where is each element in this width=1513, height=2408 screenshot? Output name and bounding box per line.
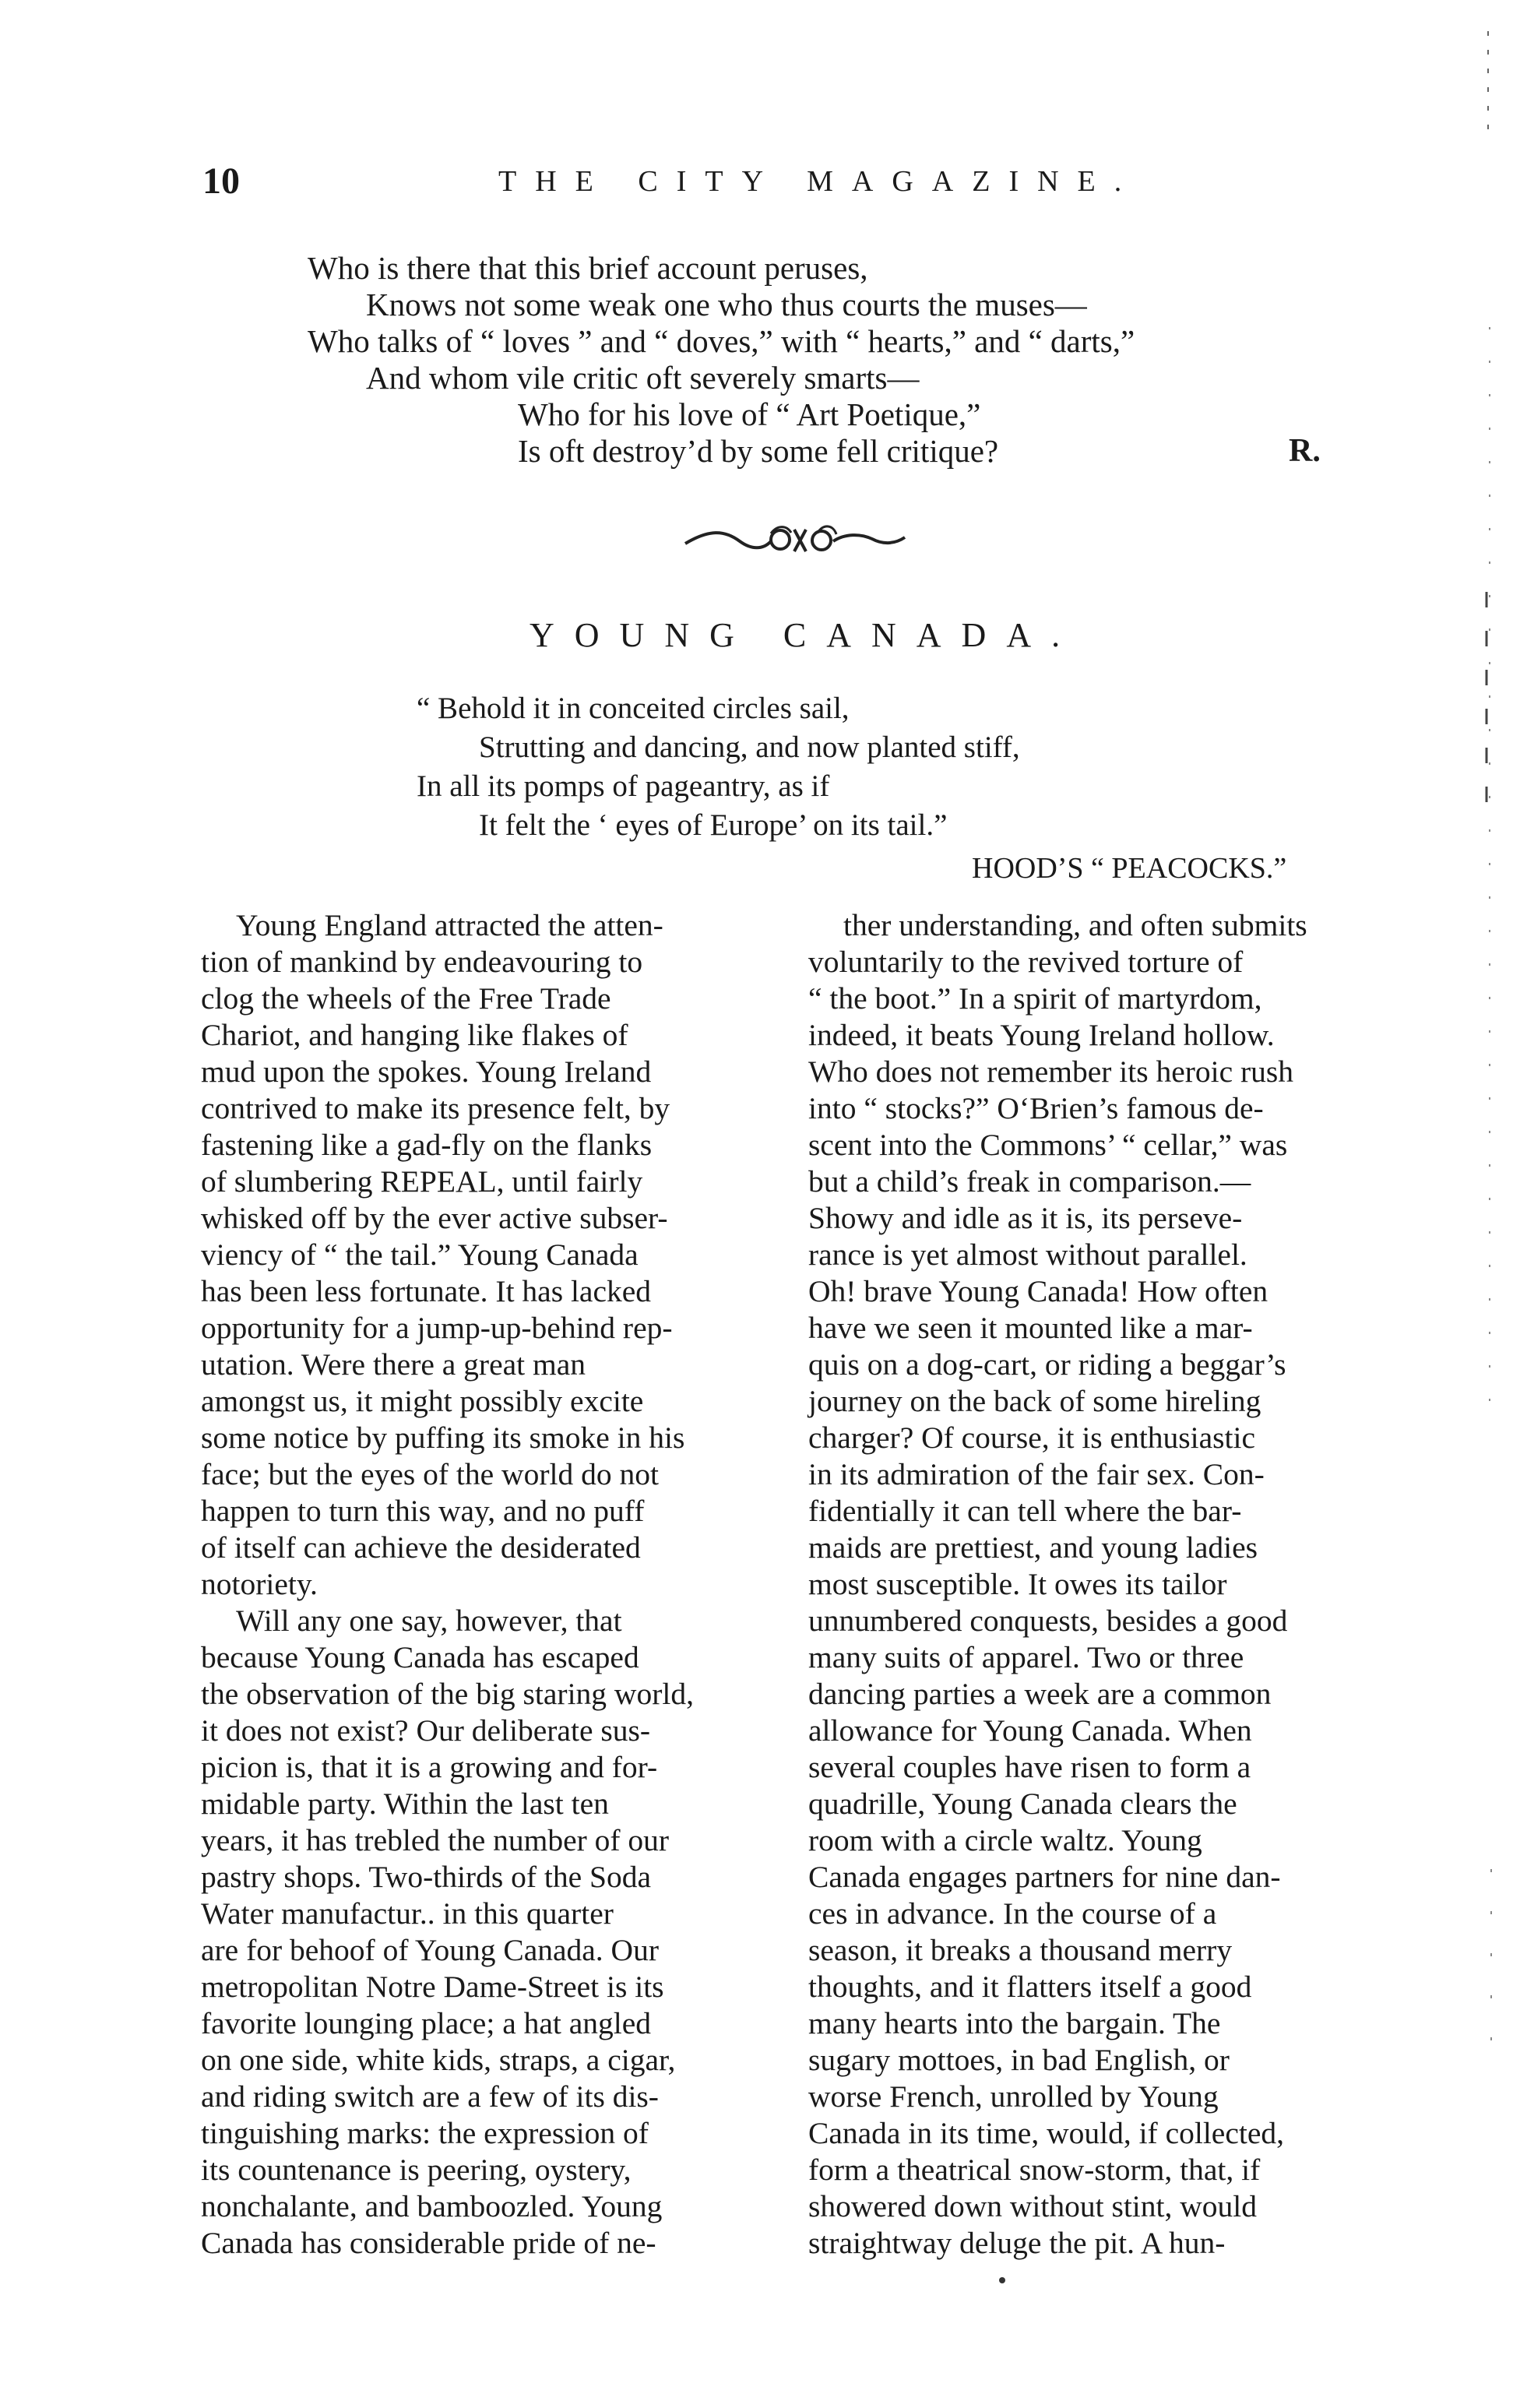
article-line: Water manufactur.. in this quarter <box>201 1896 614 1931</box>
article-line: fidentially it can tell where the bar- <box>808 1494 1242 1528</box>
article-line: and riding switch are a few of its dis- <box>201 2079 659 2114</box>
epigraph-line: “ Behold it in conceited circles sail, <box>417 692 850 725</box>
article-line: unnumbered conquests, besides a good <box>808 1604 1288 1638</box>
article-line: mud upon the spokes. Young Ireland <box>201 1054 652 1089</box>
poem-line: Knows not some weak one who thus courts the muses— <box>366 287 1087 322</box>
article-line: Will any one say, however, that <box>236 1604 622 1638</box>
article-line: Young England attracted the atten- <box>236 908 663 942</box>
article-line: face; but the eyes of the world do not <box>201 1457 659 1491</box>
article-line: whisked off by the ever active subser- <box>201 1201 668 1235</box>
article-line: happen to turn this way, and no puff <box>201 1494 645 1528</box>
epigraph-line: In all its pomps of pageantry, as if <box>417 769 830 803</box>
article-line: years, it has trebled the number of our <box>201 1823 670 1857</box>
article-line: some notice by puffing its smoke in his <box>201 1421 685 1455</box>
article-line: room with a circle waltz. Young <box>808 1823 1202 1857</box>
article-line: have we seen it mounted like a mar- <box>808 1311 1253 1345</box>
article-line: metropolitan Notre Dame-Street is its <box>201 1970 664 2004</box>
article-line: Canada has considerable pride of ne- <box>201 2226 656 2260</box>
epigraph-line: It felt the ‘ eyes of Europe’ on its tail.” <box>479 808 948 842</box>
article-line: Canada engages partners for nine dan- <box>808 1860 1281 1894</box>
article-line: dancing parties a week are a common <box>808 1677 1272 1711</box>
article-line: the observation of the big staring world, <box>201 1677 694 1711</box>
article-line: notoriety. <box>201 1567 318 1601</box>
article-line: straightway deluge the pit. A hun- <box>808 2226 1226 2260</box>
article-line: are for behoof of Young Canada. Our <box>201 1933 659 1967</box>
poem-line: Who talks of “ loves ” and “ doves,” with “ hearts,” and “ darts,” <box>308 323 1135 359</box>
article-line: amongst us, it might possibly excite <box>201 1384 644 1418</box>
article-line: Chariot, and hanging like flakes of <box>201 1018 628 1052</box>
poem-line: Is oft destroy’d by some fell critique? <box>518 433 999 469</box>
article-line: fastening like a gad-fly on the flanks <box>201 1128 653 1162</box>
article-line: ces in advance. In the course of a <box>808 1896 1217 1931</box>
article-line: charger? Of course, it is enthusiastic <box>808 1421 1256 1455</box>
article-title: YOUNG CANADA. <box>530 616 1081 654</box>
article-column-left <box>201 907 781 2262</box>
page-mark <box>999 2277 1005 2283</box>
page-header <box>202 160 1370 206</box>
epigraph-attribution: HOOD’S “ PEACOCKS.” <box>972 852 1287 885</box>
poem-signature: R. <box>1289 433 1321 469</box>
article-line: Canada in its time, would, if collected, <box>808 2116 1284 2150</box>
article-line: utation. Were there a great man <box>201 1347 586 1382</box>
article-line: of itself can achieve the desiderated <box>201 1530 641 1565</box>
article-line: scent into the Commons’ “ cellar,” was <box>808 1128 1288 1162</box>
article-line: midable party. Within the last ten <box>201 1787 609 1821</box>
decorative-flourish-icon <box>677 514 911 569</box>
article-line: season, it breaks a thousand merry <box>808 1933 1233 1967</box>
margin-scan-marks <box>1466 0 1513 2408</box>
article-line: sugary mottoes, in bad English, or <box>808 2043 1230 2077</box>
article-line: has been less fortunate. It has lacked <box>201 1274 652 1308</box>
article-line: on one side, white kids, straps, a cigar, <box>201 2043 676 2077</box>
article-line: quadrille, Young Canada clears the <box>808 1787 1237 1821</box>
article-line: Who does not remember its heroic rush <box>808 1054 1294 1089</box>
article-line: viency of “ the tail.” Young Canada <box>201 1237 639 1272</box>
article-line: form a theatrical snow-storm, that, if <box>808 2153 1261 2187</box>
article-line: quis on a dog-cart, or riding a beggar’s <box>808 1347 1286 1382</box>
article-line: because Young Canada has escaped <box>201 1640 639 1674</box>
article-line: many suits of apparel. Two or three <box>808 1640 1244 1674</box>
article-line: Showy and idle as it is, its perseve- <box>808 1201 1243 1235</box>
article-line: thoughts, and it flatters itself a good <box>808 1970 1252 2004</box>
article-line: tion of mankind by endeavouring to <box>201 945 643 979</box>
article-line: picion is, that it is a growing and for- <box>201 1750 658 1784</box>
article-line: favorite lounging place; a hat angled <box>201 2006 652 2040</box>
article-line: it does not exist? Our deliberate sus- <box>201 1713 650 1748</box>
article-line: clog the wheels of the Free Trade <box>201 981 611 1016</box>
article-line: of slumbering REPEAL, until fairly <box>201 1164 643 1199</box>
article-line: several couples have risen to form a <box>808 1750 1251 1784</box>
article-line: its countenance is peering, oystery, <box>201 2153 632 2187</box>
article-line: pastry shops. Two-thirds of the Soda <box>201 1860 651 1894</box>
article-line: many hearts into the bargain. The <box>808 2006 1221 2040</box>
article-line: worse French, unrolled by Young <box>808 2079 1219 2114</box>
article-line: ther understanding, and often submits <box>843 908 1307 942</box>
epigraph-line: Strutting and dancing, and now planted stiff, <box>479 730 1020 764</box>
article-line: journey on the back of some hireling <box>808 1384 1261 1418</box>
article-line: allowance for Young Canada. When <box>808 1713 1252 1748</box>
article-line: “ the boot.” In a spirit of martyrdom, <box>808 981 1262 1016</box>
article-line: into “ stocks?” O‘Brien’s famous de- <box>808 1091 1264 1125</box>
article-line: nonchalante, and bamboozled. Young <box>201 2189 663 2223</box>
article-line: rance is yet almost without parallel. <box>808 1237 1247 1272</box>
article-column-right <box>808 907 1388 2262</box>
poem-line: Who for his love of “ Art Poetique,” <box>518 396 981 432</box>
article-line: voluntarily to the revived torture of <box>808 945 1244 979</box>
article-line: showered down without stint, would <box>808 2189 1258 2223</box>
page-number: 10 <box>202 160 240 202</box>
poem-line: Who is there that this brief account peruses, <box>308 250 868 286</box>
article-line: maids are prettiest, and young ladies <box>808 1530 1258 1565</box>
running-head: THE CITY MAGAZINE. <box>498 165 1141 198</box>
article-line: contrived to make its presence felt, by <box>201 1091 670 1125</box>
article-line: Oh! brave Young Canada! How often <box>808 1274 1268 1308</box>
article-line: in its admiration of the fair sex. Con- <box>808 1457 1265 1491</box>
article-line: tinguishing marks: the expression of <box>201 2116 649 2150</box>
article-line: but a child’s freak in comparison.— <box>808 1164 1251 1199</box>
article-line: opportunity for a jump-up-behind rep- <box>201 1311 673 1345</box>
article-line: indeed, it beats Young Ireland hollow. <box>808 1018 1275 1052</box>
article-line: most susceptible. It owes its tailor <box>808 1567 1227 1601</box>
poem-line: And whom vile critic oft severely smarts— <box>366 360 920 396</box>
